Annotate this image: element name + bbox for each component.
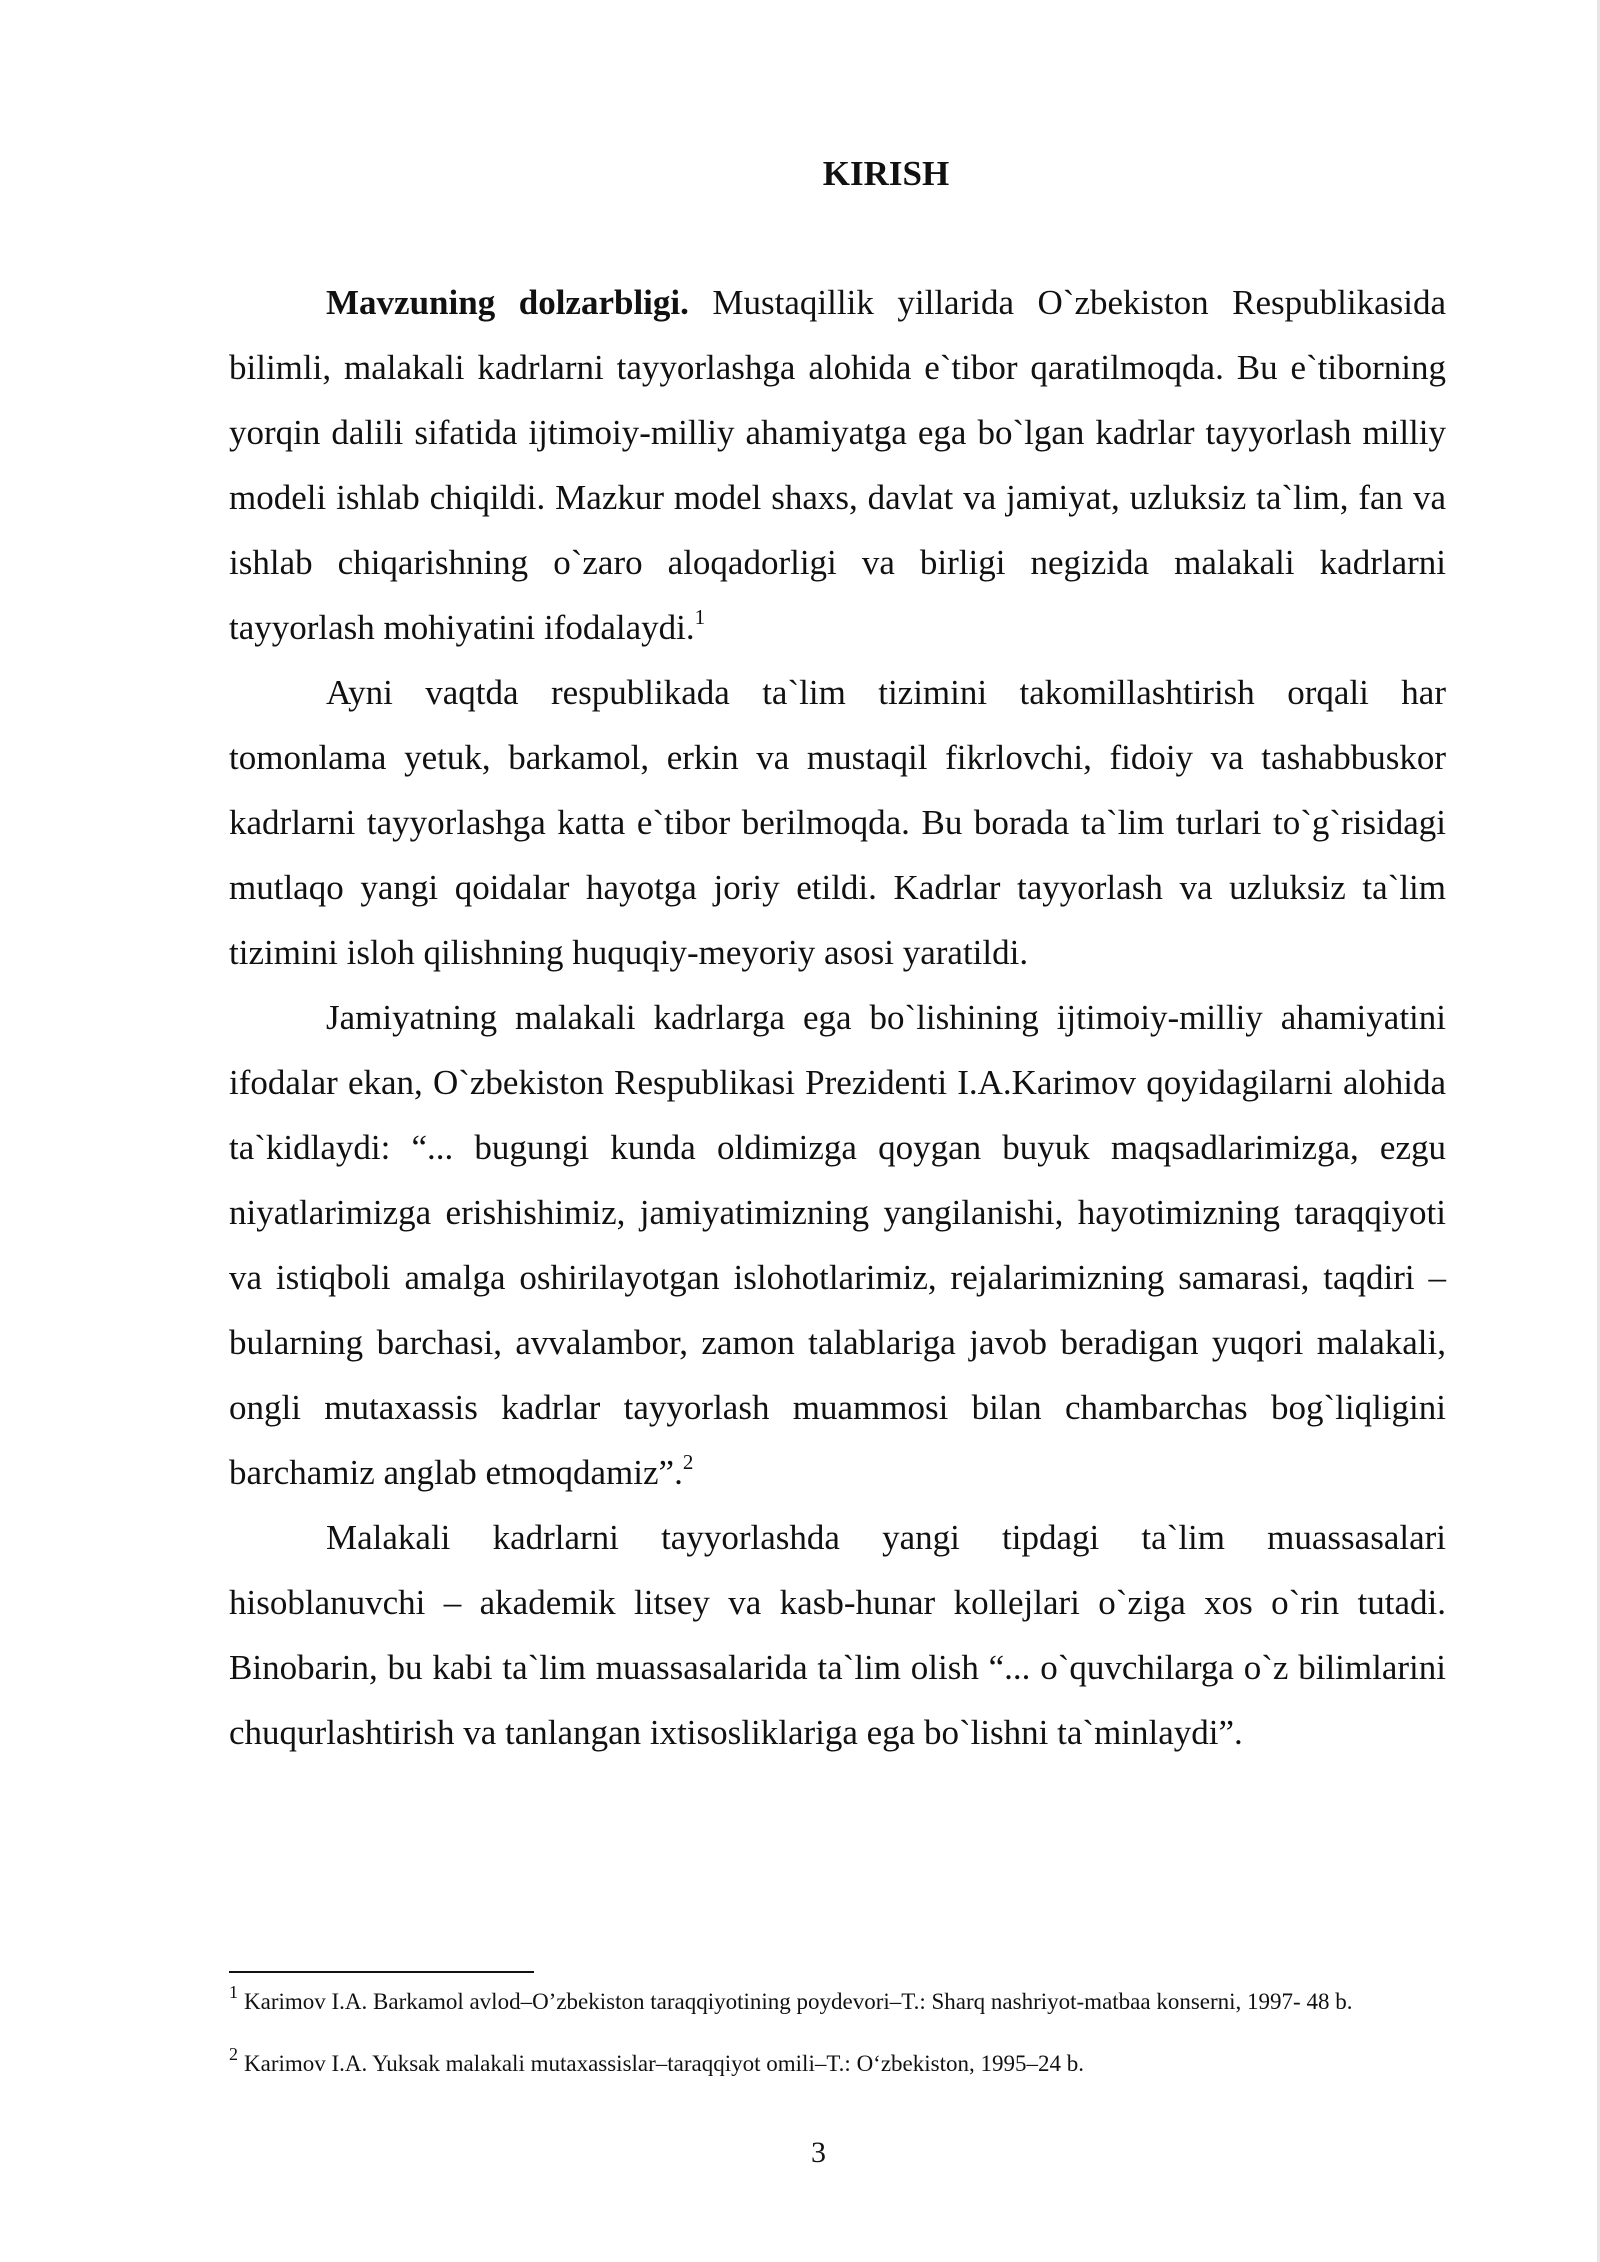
footnote-2 — [229, 2044, 1489, 2080]
paragraph-relevance — [229, 270, 1446, 660]
footnote-separator — [229, 1971, 534, 1973]
paragraph-text: Ayni vaqtda respublikada ta`lim tizimini takomillashtirish orqali har tomonlama yetuk, barkamol, erkin va mustaqil fikrlovchi, fidoiy va tashabbuskor kadrlarni tayyorlashga katta e`tibor berilmoqda. Bu borada ta`lim turlari to`g`risidagi mutlaqo yangi qoidalar hayotga joriy etildi. Kadrlar tayyorlash va uzluksiz ta`lim tizimini isloh qilishning huquqiy-meyoriy asosi yaratildi. — [229, 673, 1446, 972]
paragraph-lyceums-colleges — [229, 1505, 1446, 1765]
footnote-text: Karimov I.A. Barkamol avlod–O’zbekiston taraqqiyotining poydevori–T.: Sharq nashriyot-matbaa konserni, 1997- 48 b. — [244, 1989, 1353, 2014]
footnote-reference[interactable]: 2 — [682, 1450, 694, 1474]
footnote-number: 1 — [229, 1982, 238, 2002]
paragraph-text: Mustaqillik yillarida O`zbekiston Respublikasida bilimli, malakali kadrlarni tayyorlashga alohida e`tibor qaratilmoqda. Bu e`tiborning yorqin dalili sifatida ijtimoiy-milliy ahamiyatga ega bo`lgan kadrlar tayyorlash milliy modeli ishlab chiqildi. Mazkur model shaxs, davlat va jamiyat, uzluksiz ta`lim, fan va ishlab chiqarishning o`zaro aloqadorligi va birligi negizida malakali kadrlarni tayyorlash mohiyatini ifodalaydi. — [229, 283, 1447, 647]
document-body — [229, 270, 1446, 1765]
paragraph-president-quote — [229, 985, 1446, 1505]
paragraph-text: Malakali kadrlarni tayyorlashda yangi tipdagi ta`lim muassasalari hisoblanuvchi – akademik litsey va kasb-hunar kollejlari o`ziga xos o`rin tutadi. Binobarin, bu kabi ta`lim muassasalarida ta`lim olish “... o`quvchilarga o`z bilimlarini chuqurlashtirish va tanlangan ixtisosliklariga ega bo`lishni ta`minlaydi”. — [229, 1518, 1446, 1752]
page-number: 3 — [811, 2136, 826, 2169]
page-title: KIRISH — [822, 154, 950, 193]
paragraph-education-reform — [229, 660, 1446, 985]
footnote-number: 2 — [229, 2044, 238, 2064]
footnote-reference[interactable]: 1 — [694, 605, 706, 629]
paragraph-text: Jamiyatning malakali kadrlarga ega bo`lishining ijtimoiy-milliy ahamiyatini ifodalar ekan, O`zbekiston Respublikasi Prezidenti I.A.Karimov qoyidagilarni alohida ta`kidlaydi: “... bugungi kunda oldimizga qoygan buyuk maqsadlarimizga, ezgu niyatlarimizga erishishimiz, jamiyatimizning yangilanishi, hayotimizning taraqqiyoti va istiqboli amalga oshirilayotgan islohotlarimiz, rejalarimizning samarasi, taqdiri – bularning barchasi, avvalambor, zamon talablariga javob beradigan yuqori malakali, ongli mutaxassis kadrlar tayyorlash muammosi bilan chambarchas bog`liqligini barchamiz anglab etmoqdamiz”. — [229, 998, 1446, 1492]
footnote-1 — [229, 1982, 1489, 2018]
footnote-text: Karimov I.A. Yuksak malakali mutaxassislar–taraqqiyot omili–T.: O‘zbekiston, 1995–24 b. — [244, 2051, 1084, 2076]
paragraph-lead-heading: Mavzuning dolzarbligi. — [326, 283, 689, 322]
